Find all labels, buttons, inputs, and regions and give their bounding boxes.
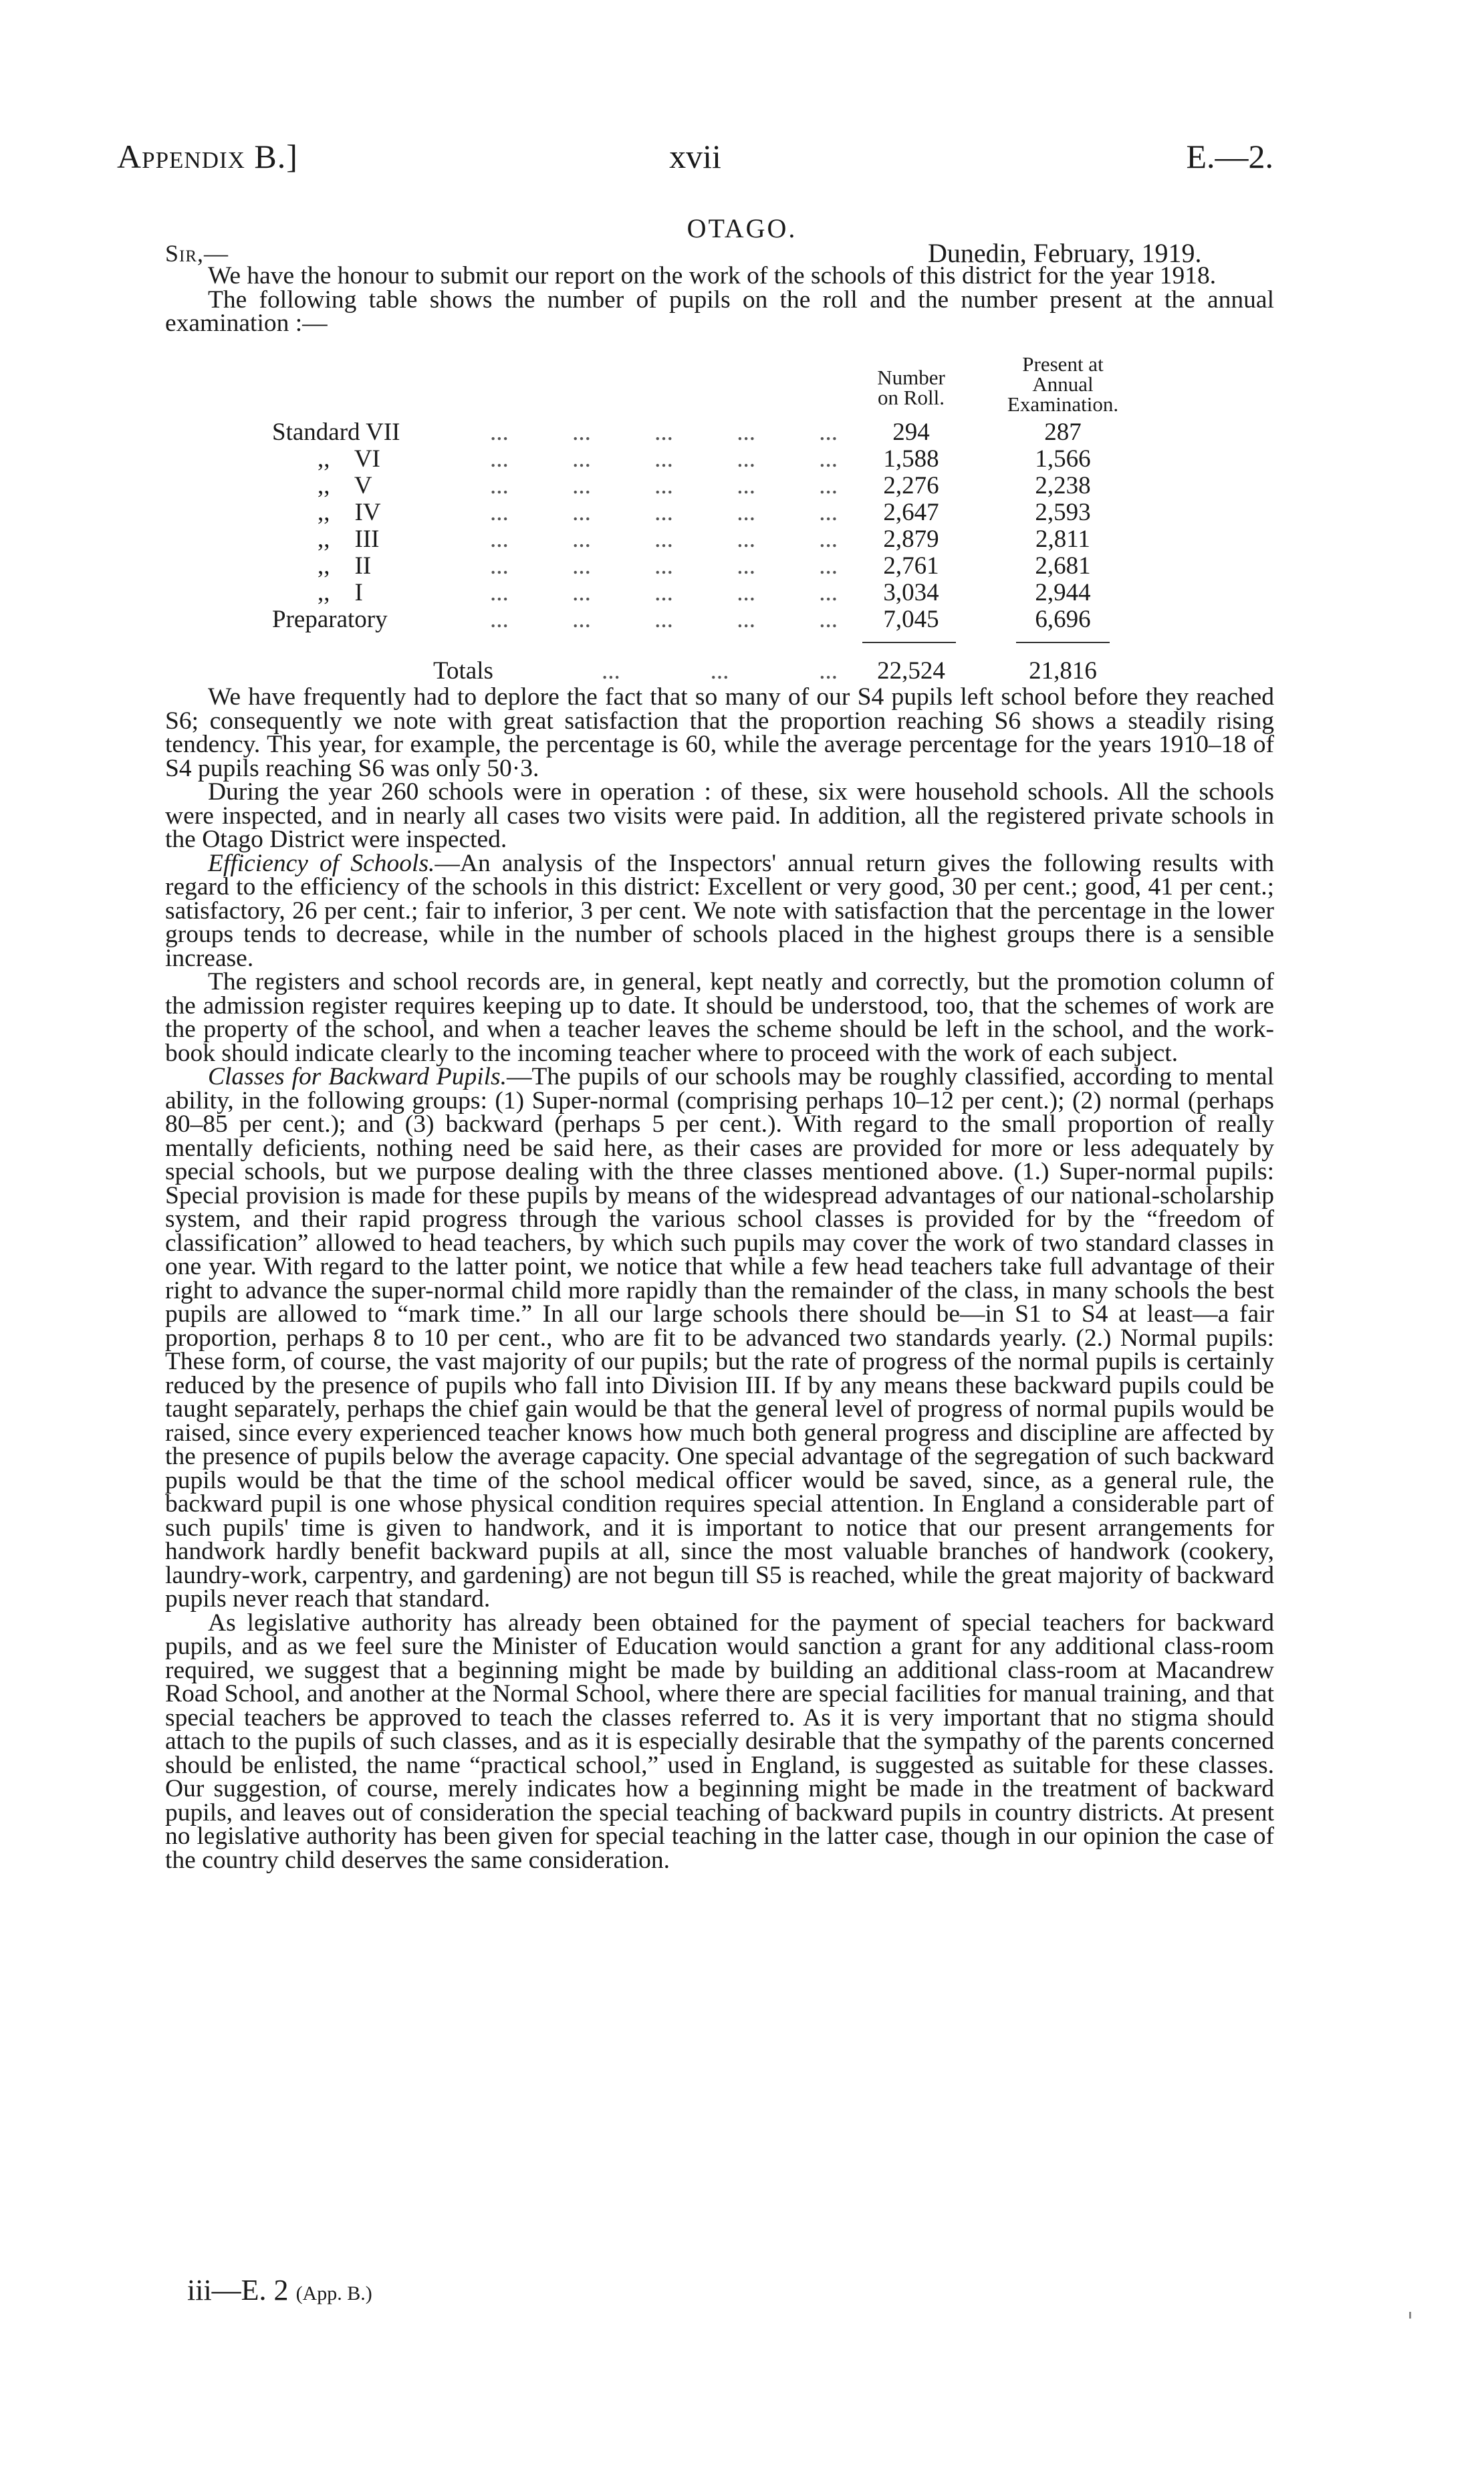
roll-value: 2,647	[883, 499, 939, 526]
leader-dots: ... ... ... ... ...	[490, 499, 838, 526]
paragraph-backward-pupils: Classes for Backward Pupils.—The pupils of our schools may be roughly classified, according to mental ability, in the following groups: (1) Super-normal (comprising perhaps 10–12 per cent.); (2) normal (perhaps 80–85 per cent.); and (3) backward (perhaps 5 per cent.). With regard to the small proportion of really mentally deficients, nothing need be said here, as their cases are provided for more or less adequately by special schools, but we purpose dealing with the three classes mentioned above. (1.) Super-normal pupils: Special provision is made for these pupils by means of the widespread advantages of our national-scholarship system, and their rapid progress through the various school classes is provided for by the “freedom of classification” allowed to head teachers, by which such pupils may cover the work of two standard classes in one year. With regard to the latter point, we notice that while a few head teachers take full advantage of their right to advance the super-normal child more rapidly than the remainder of the class, in many schools the best pupils are allowed to “mark time.” In all our large schools there should be—in S1 to S4 at least—a fair proportion, perhaps 8 to 10 per cent., who are fit to be advanced two standards yearly. (2.) Normal pupils: These form, of course, the vast majority of our pupils; but the rate of progress of the normal pupils is certainly reduced by the presence of pupils who fall into Division III. If by any means these backward pupils could be taught separately, perhaps the chief gain would be that the general level of progress of normal pupils would be raised, since every experienced teacher knows how much both general progress and discipline are affected by the presence of pupils below the average capacity. One special advantage of the segregation of such backward pupils would be that the time of the school medical officer would be saved, since, as a general rule, the backward pupil is one whose physical condition requires special attention. In England a considerable part of such pupils' time is given to handwork, and it is important to notice that our present arrangements for handwork hardly benefit backward pupils at all, since the most valuable branches of handwork (cookery, laundry-work, carpentry, and gardening) are not begun till S5 is reached, while the great majority of backward pupils never reach that standard.	[165, 1063, 1274, 1613]
table-rule	[862, 642, 956, 643]
table-row	[0, 525, 1484, 554]
dateline: Dunedin, February, 1919.	[928, 238, 1202, 268]
leader-dots: ... ... ... ... ...	[490, 445, 838, 473]
row-label: ,, III	[318, 525, 380, 553]
roll-value: 2,879	[883, 525, 939, 553]
leader-dots: ... ... ... ... ...	[490, 525, 838, 553]
leader-dots: ... ... ... ... ...	[490, 552, 838, 580]
roll-value: 294	[892, 419, 930, 446]
leader-dots: ... ... ...	[602, 657, 838, 685]
roll-total: 22,524	[877, 657, 945, 685]
table-row	[0, 605, 1484, 634]
roll-value: 3,034	[883, 579, 939, 606]
table-row	[0, 445, 1484, 474]
roll-value: 7,045	[883, 606, 939, 633]
column-header-roll: Number on Roll.	[877, 366, 945, 409]
roll-value: 2,276	[883, 472, 939, 499]
row-label: ,, IV	[318, 499, 381, 526]
table-rule	[1016, 642, 1110, 643]
table-row	[0, 552, 1484, 581]
row-label: ,, II	[318, 552, 372, 580]
row-label: ,, VI	[318, 445, 380, 473]
appendix-label: Appendix B.]	[117, 138, 298, 175]
table-row	[0, 471, 1484, 501]
present-value: 2,811	[1035, 525, 1090, 553]
row-label: ,, I	[318, 579, 363, 606]
paragraph-schools-in-operation: During the year 260 schools were in operation : of these, six were household schools. All the schools were inspected, and in nearly all cases two visits were paid. In addition, all the registered private schools in the Otago District were inspected.	[165, 778, 1274, 853]
row-label: ,, V	[318, 472, 372, 499]
intro-text	[165, 264, 1274, 336]
present-value: 1,566	[1035, 445, 1091, 473]
page-number: xvii	[669, 138, 721, 175]
paragraph-s6-proportion: We have frequently had to deplore the fact that so many of our S4 pupils left school before they reached S6; consequently we note with great satisfaction that the proportion reaching S6 shows a steadily rising tendency. This year, for example, the percentage is 60, while the average percentage for the years 1910–18 of S4 pupils reaching S6 was only 50·3.	[165, 683, 1274, 782]
section-heading: Efficiency of Schools.	[208, 849, 435, 877]
roll-value: 1,588	[883, 445, 939, 473]
roll-value: 2,761	[883, 552, 939, 580]
leader-dots: ... ... ... ... ...	[490, 579, 838, 606]
intro-paragraph: The following table shows the number of pupils on the roll and the number present at the annual examination :—	[165, 285, 1274, 337]
salutation: Sir,—	[165, 240, 229, 267]
paragraph-legislative-authority: As legislative authority has already been obtained for the payment of special teachers for backward pupils, and as we feel sure the Minister of Education would sanction a grant for any additional class-room required, we suggest that a beginning might be made by building an additional class-room at Macandrew Road School, and another at the Normal School, where there are special facilities for manual training, and that special teachers be approved to teach the classes referred to. As it is very important that no stigma should attach to the pupils of such classes, and as it is especially desirable that the sympathy of the parents concerned should be enlisted, the name “practical school,” used in England, is suggested as suitable for these classes. Our suggestion, of course, merely indicates how a beginning might be made in the treatment of backward pupils, and leaves out of consideration the special teaching of backward pupils in country districts. At present no legislative authority has been given for special teaching in the latter case, though in our opinion the case of the country child deserves the same consideration.	[165, 1609, 1274, 1874]
paragraph-efficiency: Efficiency of Schools.—An analysis of the Inspectors' annual return gives the following results with regard to the efficiency of the schools in this district: Excellent or very good, 30 per cent.; good, 41 per cent.; satisfactory, 26 per cent.; fair to inferior, 3 per cent. We note with satisfaction that the percentage in the lower groups tends to decrease, while in the number of schools placed in the highest groups there is a sensible increase.	[165, 849, 1275, 972]
present-value: 2,681	[1035, 552, 1091, 580]
totals-label: Totals	[433, 657, 493, 685]
margin-mark	[1409, 2312, 1411, 2319]
report-title: OTAGO.	[687, 213, 797, 243]
paragraph-registers: The registers and school records are, in general, kept neatly and correctly, but the promotion column of the admission register requires keeping up to date. It should be understood, too, that the schemes of work are the property of the school, and when a teacher leaves the scheme should be left in the school, and the work-book should indicate clearly to the incoming teacher where to proceed with the work of each subject.	[165, 968, 1274, 1067]
present-value: 2,238	[1035, 472, 1091, 499]
present-value: 2,944	[1035, 579, 1091, 606]
row-label: Standard VII	[272, 419, 400, 446]
present-value: 6,696	[1035, 606, 1091, 633]
section-heading: Classes for Backward Pupils.	[208, 1063, 507, 1090]
report-body	[165, 685, 1274, 1872]
totals-row	[0, 657, 1484, 686]
leader-dots: ... ... ... ... ...	[490, 472, 838, 499]
present-value: 2,593	[1035, 499, 1091, 526]
footer-appendix: (App. B.)	[295, 2282, 372, 2304]
row-label: Preparatory	[272, 606, 388, 633]
page-header	[117, 137, 1273, 184]
page-footer	[187, 2273, 372, 2307]
document-code: E.—2.	[1186, 138, 1273, 175]
table-row	[0, 578, 1484, 608]
table-row	[0, 498, 1484, 527]
present-value: 287	[1044, 419, 1082, 446]
leader-dots: ... ... ... ... ...	[490, 606, 838, 633]
leader-dots: ... ... ... ... ...	[490, 419, 838, 446]
present-total: 21,816	[1029, 657, 1097, 685]
signature-code: iii—E. 2	[187, 2274, 289, 2306]
intro-paragraph: We have the honour to submit our report on the work of the schools of this district for the year 1918.	[208, 262, 1217, 289]
table-row	[0, 418, 1484, 447]
column-header-present: Present at Annual Examination.	[1007, 352, 1119, 416]
